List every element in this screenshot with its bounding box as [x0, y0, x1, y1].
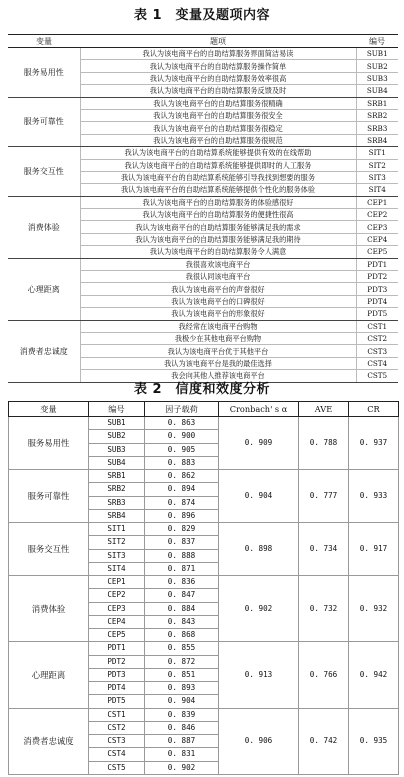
item-code: PDT1 — [89, 642, 145, 655]
item-text: 我认为该电商平台的自助结算服务能够满足我的需求 — [80, 221, 356, 233]
factor-loading: 0. 884 — [145, 602, 219, 615]
item-code: SIT2 — [89, 536, 145, 549]
table2-row — [9, 470, 399, 483]
item-code: CEP5 — [89, 629, 145, 642]
table2-header-loading: 因子载荷 — [145, 402, 219, 417]
factor-loading: 0. 839 — [145, 708, 219, 721]
item-code: SUB3 — [89, 443, 145, 456]
item-code: SUB4 — [356, 85, 398, 97]
factor-loading: 0. 851 — [145, 668, 219, 681]
item-code: CST2 — [89, 721, 145, 734]
factor-loading: 0. 843 — [145, 615, 219, 628]
variable-name: 服务易用性 — [9, 417, 89, 470]
item-text: 我会向其他人推荐该电商平台 — [80, 370, 356, 382]
factor-loading: 0. 905 — [145, 443, 219, 456]
variable-name: 服务交互性 — [8, 147, 80, 197]
item-code: CEP2 — [89, 589, 145, 602]
item-text: 我很喜欢该电商平台 — [80, 258, 356, 270]
item-code: SUB1 — [356, 48, 398, 60]
item-text: 我认为该电商平台是我的最佳选择 — [80, 357, 356, 369]
item-text: 我认为该电商平台的自助结算服务能够满足我的期待 — [80, 233, 356, 245]
item-code: SUB2 — [89, 430, 145, 443]
item-code: PDT4 — [89, 682, 145, 695]
table2-row — [9, 576, 399, 589]
ave-value: 0. 732 — [299, 576, 349, 642]
reliability-validity-table — [8, 401, 399, 775]
item-code: CST3 — [89, 735, 145, 748]
item-text: 我认为该电商平台的声誉很好 — [80, 283, 356, 295]
item-text: 我认为该电商平台的自助结算服务很精确 — [80, 97, 356, 109]
item-code: SRB1 — [356, 97, 398, 109]
item-text: 我很认同该电商平台 — [80, 271, 356, 283]
variable-name: 消费体验 — [9, 576, 89, 642]
table1-row — [8, 147, 398, 159]
item-code: SRB2 — [89, 483, 145, 496]
item-code: CST1 — [356, 320, 398, 332]
item-text: 我认为该电商平台的自助结算系统能够引导我找到想要的服务 — [80, 171, 356, 183]
item-code: CEP2 — [356, 209, 398, 221]
item-text: 我认为该电商平台的自助结算系统能够提供有效的在线帮助 — [80, 147, 356, 159]
variables-items-table — [8, 34, 398, 383]
factor-loading: 0. 862 — [145, 470, 219, 483]
factor-loading: 0. 863 — [145, 417, 219, 430]
variable-name: 服务交互性 — [9, 523, 89, 576]
cr-value: 0. 942 — [349, 642, 399, 708]
table2-row — [9, 708, 399, 721]
item-code: SRB3 — [89, 496, 145, 509]
item-code: CEP4 — [89, 615, 145, 628]
factor-loading: 0. 831 — [145, 748, 219, 761]
factor-loading: 0. 855 — [145, 642, 219, 655]
item-text: 我认为该电商平台优于其他平台 — [80, 345, 356, 357]
variable-name: 消费者忠诚度 — [9, 708, 89, 774]
item-text: 我认为该电商平台的口碑很好 — [80, 295, 356, 307]
variable-name: 服务可靠性 — [9, 470, 89, 523]
table2-header-row — [9, 402, 399, 417]
item-code: SRB4 — [89, 509, 145, 522]
cr-value: 0. 917 — [349, 523, 399, 576]
table1-row — [8, 97, 398, 109]
factor-loading: 0. 888 — [145, 549, 219, 562]
factor-loading: 0. 846 — [145, 721, 219, 734]
factor-loading: 0. 871 — [145, 562, 219, 575]
item-text: 我认为该电商平台的自助结算系统能够提供即时的人工服务 — [80, 159, 356, 171]
variable-name: 心理距离 — [9, 642, 89, 708]
item-text: 我认为该电商平台的自助结算服务很安全 — [80, 109, 356, 121]
factor-loading: 0. 847 — [145, 589, 219, 602]
item-code: PDT1 — [356, 258, 398, 270]
item-text: 我认为该电商平台的自助结算服务令人满意 — [80, 246, 356, 258]
table1-header-row — [8, 35, 398, 48]
factor-loading: 0. 904 — [145, 695, 219, 708]
factor-loading: 0. 874 — [145, 496, 219, 509]
table1-row — [8, 258, 398, 270]
ave-value: 0. 742 — [299, 708, 349, 774]
ave-value: 0. 777 — [299, 470, 349, 523]
item-code: SUB4 — [89, 456, 145, 469]
factor-loading: 0. 883 — [145, 456, 219, 469]
table2-header-code: 编号 — [89, 402, 145, 417]
item-text: 我认为该电商平台的自助结算服务界面简洁易读 — [80, 48, 356, 60]
item-code: SIT4 — [89, 562, 145, 575]
variable-name: 心理距离 — [8, 258, 80, 320]
table1-header-item: 题项 — [80, 35, 356, 48]
factor-loading: 0. 836 — [145, 576, 219, 589]
factor-loading: 0. 894 — [145, 483, 219, 496]
cronbach-value: 0. 906 — [219, 708, 299, 774]
item-code: SIT3 — [356, 171, 398, 183]
factor-loading: 0. 893 — [145, 682, 219, 695]
variable-name: 服务易用性 — [8, 48, 80, 98]
item-text: 我认为该电商平台的自助结算服务效率很高 — [80, 72, 356, 84]
item-code: SIT1 — [89, 523, 145, 536]
variable-name: 服务可靠性 — [8, 97, 80, 147]
cronbach-value: 0. 904 — [219, 470, 299, 523]
table1-row — [8, 320, 398, 332]
table1-row — [8, 48, 398, 60]
ave-value: 0. 788 — [299, 417, 349, 470]
item-code: PDT5 — [89, 695, 145, 708]
factor-loading: 0. 896 — [145, 509, 219, 522]
item-code: CEP5 — [356, 246, 398, 258]
table2-caption: 表 2 信度和效度分析 — [133, 382, 271, 397]
item-code: SUB2 — [356, 60, 398, 72]
table1-header-code: 编号 — [356, 35, 398, 48]
item-text: 我认为该电商平台的自助结算服务反馈及时 — [80, 85, 356, 97]
item-text: 我认为该电商平台的形象很好 — [80, 308, 356, 320]
cronbach-value: 0. 909 — [219, 417, 299, 470]
cronbach-value: 0. 898 — [219, 523, 299, 576]
cr-value: 0. 932 — [349, 576, 399, 642]
cr-value: 0. 935 — [349, 708, 399, 774]
ave-value: 0. 766 — [299, 642, 349, 708]
item-code: SRB1 — [89, 470, 145, 483]
item-code: CEP1 — [89, 576, 145, 589]
item-code: PDT5 — [356, 308, 398, 320]
table2-header-cronbach: Cronbach' s α — [219, 402, 299, 417]
table2-header-variable: 变量 — [9, 402, 89, 417]
item-code: CST1 — [89, 708, 145, 721]
item-code: PDT3 — [356, 283, 398, 295]
table1-row — [8, 196, 398, 208]
factor-loading: 0. 868 — [145, 629, 219, 642]
factor-loading: 0. 872 — [145, 655, 219, 668]
table2-row — [9, 642, 399, 655]
cronbach-value: 0. 902 — [219, 576, 299, 642]
item-code: SUB1 — [89, 417, 145, 430]
table2-header-ave: AVE — [299, 402, 349, 417]
item-text: 我经常在该电商平台购物 — [80, 320, 356, 332]
item-text: 我认为该电商平台的自助结算服务操作简单 — [80, 60, 356, 72]
item-code: SRB2 — [356, 109, 398, 121]
factor-loading: 0. 902 — [145, 761, 219, 774]
variable-name: 消费者忠诚度 — [8, 320, 80, 382]
item-text: 我认为该电商平台的自助结算服务很稳定 — [80, 122, 356, 134]
item-text: 我认为该电商平台的自助结算服务很规范 — [80, 134, 356, 146]
item-code: PDT4 — [356, 295, 398, 307]
ave-value: 0. 734 — [299, 523, 349, 576]
item-code: CST4 — [89, 748, 145, 761]
cr-value: 0. 937 — [349, 417, 399, 470]
item-code: SIT3 — [89, 549, 145, 562]
item-code: SIT1 — [356, 147, 398, 159]
item-code: PDT2 — [89, 655, 145, 668]
item-code: CEP3 — [89, 602, 145, 615]
item-code: CEP4 — [356, 233, 398, 245]
item-code: CEP1 — [356, 196, 398, 208]
item-code: CEP3 — [356, 221, 398, 233]
item-code: PDT2 — [356, 271, 398, 283]
item-code: PDT3 — [89, 668, 145, 681]
table2-header-cr: CR — [349, 402, 399, 417]
table1-caption: 表 1 变量及题项内容 — [133, 8, 271, 23]
table2-row — [9, 417, 399, 430]
item-text: 我认为该电商平台的自助结算系统能够提供个性化的服务体验 — [80, 184, 356, 196]
table2-row — [9, 523, 399, 536]
item-code: CST4 — [356, 357, 398, 369]
cronbach-value: 0. 913 — [219, 642, 299, 708]
item-text: 我认为该电商平台的自助结算服务的便捷性很高 — [80, 209, 356, 221]
item-code: SUB3 — [356, 72, 398, 84]
item-code: CST2 — [356, 332, 398, 344]
item-code: SRB4 — [356, 134, 398, 146]
item-code: SRB3 — [356, 122, 398, 134]
item-code: CST5 — [356, 370, 398, 382]
factor-loading: 0. 887 — [145, 735, 219, 748]
item-code: SIT2 — [356, 159, 398, 171]
variable-name: 消费体验 — [8, 196, 80, 258]
item-code: SIT4 — [356, 184, 398, 196]
item-code: CST3 — [356, 345, 398, 357]
factor-loading: 0. 900 — [145, 430, 219, 443]
factor-loading: 0. 837 — [145, 536, 219, 549]
cr-value: 0. 933 — [349, 470, 399, 523]
item-code: CST5 — [89, 761, 145, 774]
table1-header-variable: 变量 — [8, 35, 80, 48]
item-text: 我极少在其他电商平台购物 — [80, 332, 356, 344]
factor-loading: 0. 829 — [145, 523, 219, 536]
item-text: 我认为该电商平台的自助结算服务的体验感很好 — [80, 196, 356, 208]
